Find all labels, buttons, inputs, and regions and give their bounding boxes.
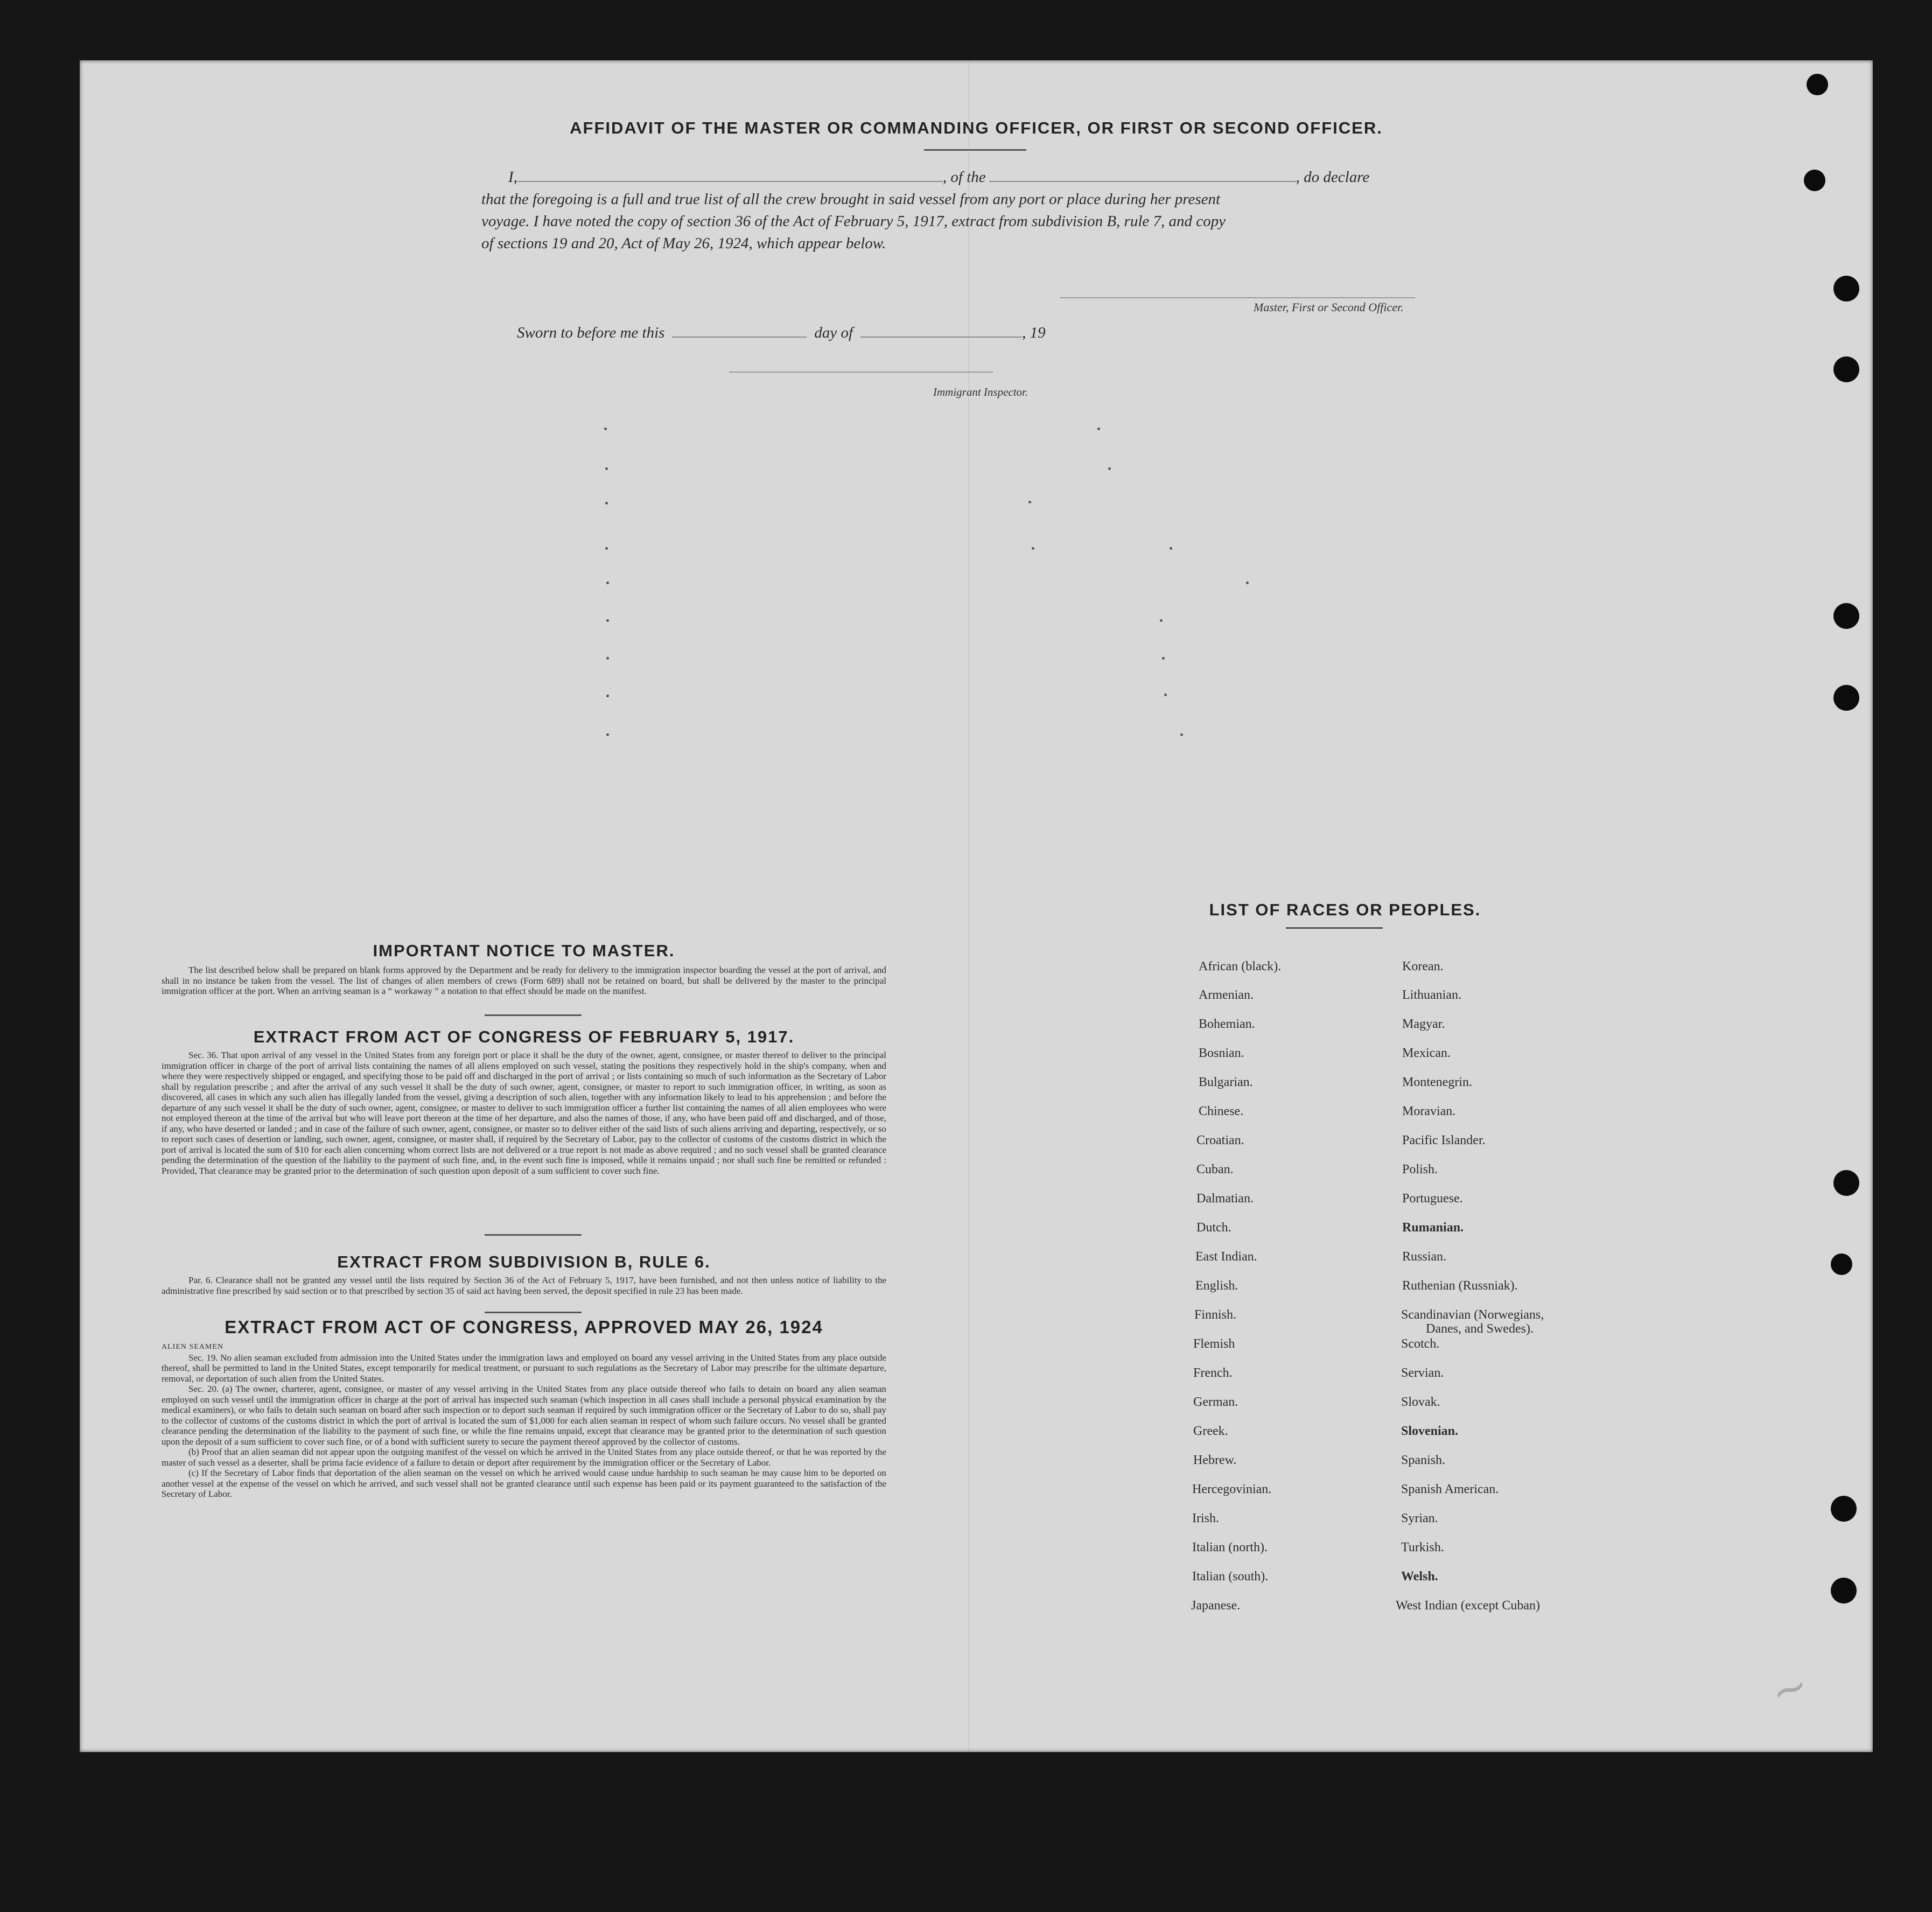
race-right-item: Scandinavian (Norwegians,	[1401, 1308, 1544, 1322]
declaration-do-declare: , do declare	[1296, 169, 1370, 186]
declaration-of-the: , of the	[942, 169, 986, 186]
race-left-item: Bohemian.	[1199, 1017, 1255, 1031]
extract-1924-title: EXTRACT FROM ACT OF CONGRESS, APPROVED MAY 26, 1924	[225, 1317, 823, 1337]
race-right-item: West Indian (except Cuban)	[1396, 1599, 1540, 1613]
speck	[1162, 657, 1165, 660]
speck	[606, 582, 609, 584]
race-right-item: Servian.	[1401, 1366, 1444, 1380]
race-left-item: Cuban.	[1196, 1162, 1234, 1176]
race-right-item: Welsh.	[1401, 1570, 1438, 1584]
binder-hole	[1833, 276, 1859, 302]
binder-hole	[1833, 1170, 1859, 1196]
declaration-line-1	[481, 166, 1369, 188]
month-blank[interactable]	[860, 324, 1022, 338]
day-of-text: day of	[814, 324, 853, 341]
master-caption: Master, First or Second Officer.	[1254, 300, 1404, 314]
notice-title: IMPORTANT NOTICE TO MASTER.	[373, 941, 675, 960]
extract-1917-title: EXTRACT FROM ACT OF CONGRESS OF FEBRUARY 5, 1917.	[253, 1027, 795, 1046]
rule-6-text	[162, 1275, 886, 1296]
race-right-item: Polish.	[1402, 1162, 1438, 1176]
race-left-item: Bulgarian.	[1199, 1075, 1253, 1089]
extract-1924-text	[162, 1342, 886, 1500]
speck	[604, 428, 607, 430]
sec-19-paragraph: Sec. 19. No alien seaman excluded from admission into the United States under the immigration laws and employed on board any vessel arriving in the United States from any place outside thereof, shall be permitted to land in the United States, except temporarily for medical treatment, or pursuant to such regulations as the Secretary of Labor may prescribe for the ultimate departure, removal, or deportation of such alien from the United States.	[162, 1352, 886, 1384]
par-6-paragraph: Par. 6. Clearance shall not be granted any vessel until the lists required by Section 36 of the Act of February 5, 1917, have been furnished, and not then unless notice of liability to the administrative fine prescribed by said section or to that prescribed by section 35 of said act having been served, the deposit specified in rule 23 has been made.	[162, 1275, 886, 1296]
race-right-item: Rumanian.	[1402, 1221, 1464, 1235]
speck	[606, 619, 609, 622]
race-left-item: African (black).	[1199, 959, 1282, 973]
declaration-line-2: that the foregoing is a full and true list of all the crew brought in said vessel from any port or place during her present	[481, 191, 1221, 208]
race-right-item: Spanish American.	[1401, 1482, 1499, 1496]
day-blank[interactable]	[672, 324, 807, 338]
sworn-line	[517, 322, 1046, 344]
race-right-item: Portuguese.	[1402, 1192, 1463, 1206]
race-right-item: Mexican.	[1402, 1046, 1451, 1060]
rule-6-rule	[485, 1312, 582, 1313]
race-left-item: Italian (north).	[1192, 1540, 1268, 1554]
race-left-item: Dalmatian.	[1196, 1192, 1254, 1206]
race-right-item: Montenegrin.	[1402, 1075, 1472, 1089]
race-left-item: Irish.	[1192, 1511, 1219, 1525]
race-right-item: Moravian.	[1402, 1104, 1456, 1118]
race-right-item: Russian.	[1402, 1250, 1447, 1264]
binder-hole	[1807, 74, 1828, 95]
sec-20a-paragraph: Sec. 20. (a) The owner, charterer, agent, consignee, or master of any vessel arriving in the United States from any place outside thereof who fails to detain on board any alien seaman employed on such vessel until the immigration officer in charge at the port of arrival has inspected such seaman (which inspection in all cases shall include a personal physical examination by the medical examiners), or who fails to detain such seaman on board after such inspection or to deport such seaman if required by such immigration officer or the Secretary of Labor to do so, shall pay to the collector of customs of the customs district in which the port of arrival is located the sum of $1,000 for each alien seaman in respect of whom such failure occurs. No vessel shall be granted clearance pending the determination of the liability to the payment of such fine, or while the fine remains unpaid, except that clearance may be granted prior to the determination of such question upon the deposit of a sum sufficient to cover such fine, or of a bond with sufficient surety to secure the payment thereof approved by the collector of customs.	[162, 1384, 886, 1447]
race-right-item: Ruthenian (Russniak).	[1402, 1279, 1518, 1293]
speck	[605, 502, 608, 505]
inspector-signature-line[interactable]	[729, 372, 993, 373]
speck	[1164, 694, 1167, 696]
name-blank[interactable]	[517, 168, 943, 182]
speck	[1160, 619, 1163, 622]
handwritten-mark: ~	[1764, 1659, 1815, 1719]
race-right-item: Slovak.	[1401, 1395, 1440, 1409]
extract-1917-text	[162, 1050, 886, 1176]
race-right-item: Turkish.	[1401, 1540, 1444, 1554]
speck	[1032, 547, 1034, 550]
speck	[1097, 428, 1100, 430]
affidavit-title: AFFIDAVIT OF THE MASTER OR COMMANDING OFFICER, OR FIRST OR SECOND OFFICER.	[570, 118, 1383, 137]
speck	[605, 467, 608, 470]
speck	[1246, 582, 1249, 584]
races-title: LIST OF RACES OR PEOPLES.	[1209, 900, 1481, 919]
race-right-item: Magyar.	[1402, 1017, 1445, 1031]
declaration-line-3: voyage. I have noted the copy of section 36 of the Act of February 5, 1917, extract from subdivision B, rule 7, and copy	[481, 213, 1226, 230]
section-36-paragraph: Sec. 36. That upon arrival of any vessel in the United States from any foreign port or place it shall be the duty of the owner, agent, consignee, or master thereof to deliver to the principal immigration officer in charge of the port of arrival lists containing the names of all aliens employed on such vessel, stating the positions they respectively hold in the ship's company, when and where they were respectively shipped or engaged, and specifying those to be paid off and discharged in the port of arrival ; or lists containing so much of such information as the Secretary of Labor shall by regulation prescribe ; and after the arrival of any such vessel it shall be the duty of such owner, agent, consignee, or master to report to such immigration officer, in writing, as soon as discovered, all cases in which any such alien has illegally landed from the vessel, giving a description of such alien, together with any information likely to lead to his apprehension ; and before the departure of any such vessel it shall be the duty of such owner, agent, consignee, or master to deliver to such immigration officer a further list containing the names of all alien employees who were not employed thereon at the time of the arrival but who will leave port thereon at the time of her departure, and also the names of those, if any, who have been paid off and discharged, and of those, if any, who have deserted or landed ; and in case of the failure of such owner, agent, consignee, or master so to deliver either of the said lists of such aliens arriving and departing, respectively, or so to report such cases of desertion or landing, such owner, agent, consignee, or master shall, if required by the Secretary of Labor, pay to the collector of customs of the customs district in which the port of arrival is located the sum of $10 for each alien concerning whom correct lists are not delivered or a true report is not made as above required ; and no such vessel shall be granted clearance pending the determination of the question of the liability to the payment of such fine, and, in the event such fine is imposed, while it remains unpaid ; nor shall such fine be remitted or refunded : Provided, That clearance may be granted prior to the determination of such question upon deposit of a sum sufficient to cover such fine.	[162, 1050, 886, 1176]
race-right-item: Slovenian.	[1401, 1424, 1459, 1438]
race-right-item: Danes, and Swedes).	[1426, 1322, 1534, 1336]
notice-rule	[485, 1014, 582, 1016]
binder-hole	[1833, 356, 1859, 382]
document-page	[80, 60, 1873, 1752]
binder-hole	[1831, 1578, 1857, 1603]
speck	[1108, 467, 1111, 470]
declaration-i: I,	[508, 169, 517, 186]
sec-20c-paragraph: (c) If the Secretary of Labor finds that deportation of the alien seaman on the vessel on which he arrived would cause undue hardship to such seaman he may cause him to be deported on another vessel at the expense of the vessel on which he arrived, and such vessel shall not be granted clearance until such expense has been paid or its payment guaranteed to the satisfaction of the Secretary of Labor.	[162, 1468, 886, 1499]
speck	[1170, 547, 1172, 550]
binder-hole	[1833, 685, 1859, 711]
sec-20b-paragraph: (b) Proof that an alien seaman did not appear upon the outgoing manifest of the vessel on which he arrived in the United States from any place outside thereof, or that he was reported by the master of such vessel as a deserter, shall be prima facie evidence of a failure to detain or deport after requirement by the immigration officer or the Secretary of Labor.	[162, 1447, 886, 1468]
race-left-item: French.	[1193, 1366, 1233, 1380]
notice-text	[162, 965, 886, 997]
race-right-item: Lithuanian.	[1402, 988, 1461, 1002]
race-left-item: Armenian.	[1199, 988, 1254, 1002]
race-left-item: Japanese.	[1191, 1599, 1241, 1613]
races-rule	[1286, 927, 1383, 929]
rule-6-title: EXTRACT FROM SUBDIVISION B, RULE 6.	[337, 1252, 711, 1271]
speck	[1028, 501, 1031, 503]
binder-hole	[1833, 603, 1859, 629]
speck	[606, 695, 609, 697]
speck	[1180, 733, 1183, 736]
race-left-item: Chinese.	[1199, 1104, 1244, 1118]
declaration-line-4: of sections 19 and 20, Act of May 26, 1924, which appear below.	[481, 235, 886, 252]
speck	[606, 733, 609, 736]
race-left-item: Hebrew.	[1193, 1453, 1237, 1467]
race-left-item: English.	[1195, 1279, 1238, 1293]
speck	[606, 657, 609, 660]
inspector-caption: Immigrant Inspector.	[933, 386, 1028, 398]
master-signature-line[interactable]	[1060, 297, 1415, 298]
race-left-item: East Indian.	[1195, 1250, 1257, 1264]
vessel-blank[interactable]	[989, 168, 1296, 182]
extract-1917-rule	[485, 1234, 582, 1236]
binder-hole	[1804, 170, 1825, 191]
alien-seamen-subtitle: ALIEN SEAMEN	[162, 1343, 224, 1351]
race-left-item: Greek.	[1193, 1424, 1228, 1438]
sworn-text: Sworn to before me this	[517, 324, 665, 341]
race-left-item: Italian (south).	[1192, 1570, 1269, 1584]
race-right-item: Pacific Islander.	[1402, 1133, 1486, 1147]
race-left-item: Croatian.	[1196, 1133, 1244, 1147]
race-left-item: German.	[1193, 1395, 1238, 1409]
binder-hole	[1831, 1253, 1852, 1275]
race-right-item: Syrian.	[1401, 1511, 1438, 1525]
race-left-item: Hercegovinian.	[1192, 1482, 1272, 1496]
race-left-item: Finnish.	[1194, 1308, 1237, 1322]
race-right-item: Spanish.	[1401, 1453, 1446, 1467]
race-right-item: Korean.	[1402, 959, 1444, 973]
binder-hole	[1831, 1496, 1857, 1522]
title-rule	[924, 149, 1026, 151]
race-left-item: Dutch.	[1196, 1221, 1231, 1235]
race-right-item: Scotch.	[1401, 1337, 1440, 1351]
race-left-item: Bosnian.	[1199, 1046, 1244, 1060]
notice-paragraph: The list described below shall be prepared on blank forms approved by the Department and be ready for delivery to the immigration inspector boarding the vessel at the port of arrival, and shall in no instance be taken from the vessel. The list of changes of alien members of crews (Form 689) shall not be retained on board, but shall be delivered by the master to the principal immigration officer at the port. When an arriving seaman is a “ workaway ” a notation to that effect should be made on the manifest.	[162, 965, 886, 996]
race-left-item: Flemish	[1193, 1337, 1235, 1351]
year-prefix: , 19	[1022, 324, 1046, 341]
speck	[605, 547, 608, 550]
